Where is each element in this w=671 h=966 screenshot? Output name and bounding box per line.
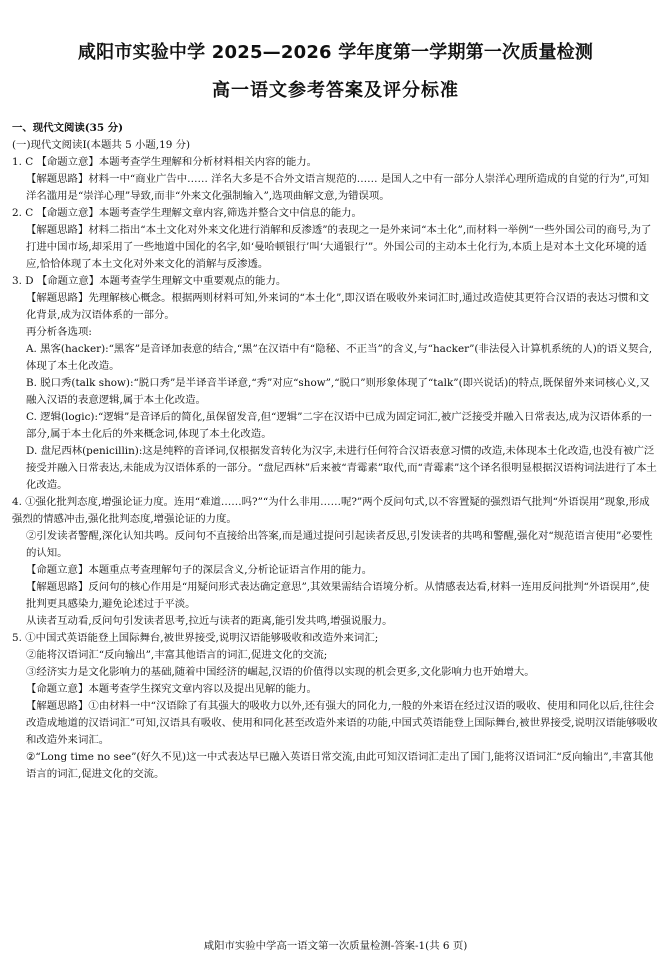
q4-point-1: 4. ①强化批判态度,增强论证力度。连用“难道……吗?”“为什么非用……呢?”两个反问句式,以不容置疑的强烈语气批判“外语误用”现象,形成强烈的情感冲击,强化批判态度,增强论证的力度。: [12, 496, 650, 525]
q5-point-1: 5. ①中国式英语能登上国际舞台,被世界接受,说明汉语能够吸收和改造外来词汇;: [12, 632, 379, 644]
q1-analysis: 【解题思路】材料一中“商业广告中…… 洋名大多是不合外文语言规范的…… 是国人之中有一部分人崇洋心理所造成的自觉的行为”,可知洋名滥用是“崇洋心理”导致,而非“外来文化强制输入”,选项曲解文意,为错误项。: [26, 173, 650, 202]
q3-option-d: D. 盘尼西林(penicillin):这是纯粹的音译词,仅根据发音转化为汉字,未进行任何符合汉语表意习惯的改造,未体现本土化改造,也没有被广泛接受并融入日常表达,未能成为汉语体系的一部分。“盘尼西林”后来被“青霉素”取代,而“青霉素”这个译名很明显根据汉语构词法进行了本土化改造。: [26, 445, 657, 491]
q4-intent: 【命题立意】本题重点考查理解句子的深层含义,分析论证语言作用的能力。: [26, 564, 373, 576]
exam-title: 咸阳市实验中学 2025—2026 学年度第一学期第一次质量检测: [77, 42, 594, 63]
q5-analysis-1: 【解题思路】①由材料一中“汉语除了有其强大的吸收力以外,还有强大的同化力,一般的外来语在经过汉语的吸收、使用和同化以后,往往会改造成地道的汉语词汇”可知,汉语具有吸收、使用和同化甚至改造外来语的功能,中国式英语能登上国际舞台,被世界接受,说明汉语能够吸收和改造外来词汇。: [26, 700, 658, 746]
q3-options-intro: 再分析各选项:: [26, 326, 92, 338]
section-heading: 一、现代文阅读(35 分): [12, 122, 124, 134]
page-footer: 咸阳市实验中学高一语文第一次质量检测-答案-1(共 6 页): [203, 940, 468, 952]
q5-analysis-2: ②“Long time no see”(好久不见)这一中式表达早已融入英语日常交流,由此可知汉语词汇走出了国门,能将汉语词汇“反向输出”,丰富其他语言的词汇,促进文化的交流。: [26, 751, 654, 780]
q3-analysis: 【解题思路】先理解核心概念。根据两则材料可知,外来词的“本土化”,即汉语在吸收外来词汇时,通过改造使其更符合汉语的表达习惯和文化背景,成为汉语体系的一部分。: [26, 292, 650, 321]
q5-intent: 【命题立意】本题考查学生探究文章内容以及提出见解的能力。: [26, 683, 317, 695]
q2-analysis: 【解题思路】材料二指出“本土文化对外来文化进行消解和反渗透”的表现之一是外来词“本土化”,而材料一举例“一些外国公司的商号,为了打进中国市场,却采用了一些地道中国化的名字,如‘曼哈顿银行’叫‘大通银行’”。外国公司的主动本土化行为,本质上是对本土文化环境的适应,恰恰体现了本土文化对外来文化的消解与反渗透。: [26, 224, 652, 270]
answer-key-title: 高一语文参考答案及评分标准: [212, 80, 459, 101]
q1-answer: 1. C 【命题立意】本题考查学生理解和分析材料相关内容的能力。: [12, 156, 318, 168]
q3-option-c: C. 逻辑(logic):“逻辑”是音译后的简化,虽保留发音,但“逻辑”二字在汉语中已成为固定词汇,被广泛接受并融入日常表达,成为汉语体系的一部分,属于本土化后的外来概念词,体现了本土化改造。: [26, 411, 652, 440]
q5-point-2: ②能将汉语词汇“反向输出”,丰富其他语言的词汇,促进文化的交流;: [26, 649, 328, 661]
q3-answer: 3. D 【命题立意】本题考查学生理解文中重要观点的能力。: [12, 275, 287, 287]
q3-option-a: A. 黑客(hacker):“黑客”是音译加表意的结合,“黑”在汉语中有“隐秘、不正当”的含义,与“hacker”(非法侵入计算机系统的人)的语义契合,体现了本土化改造。: [26, 343, 653, 372]
q4-analysis-2: 从读者互动看,反问句引发读者思考,拉近与读者的距离,能引发共鸣,增强说服力。: [26, 615, 393, 627]
q2-answer: 2. C 【命题立意】本题考查学生理解文章内容,筛选并整合文中信息的能力。: [12, 207, 362, 219]
q3-option-b: B. 脱口秀(talk show):“脱口秀”是半译音半译意,“秀”对应“show”,“脱口”则形象体现了“talk”(即兴说话)的特点,既保留外来词核心义,又融入汉语的表意逻辑,属于本土化改造。: [26, 377, 650, 406]
subsection-heading: (一)现代文阅读Ⅰ(本题共 5 小题,19 分): [12, 139, 191, 151]
q4-analysis: 【解题思路】反问句的核心作用是“用疑问形式表达确定意思”,其效果需结合语境分析。从情感表达看,材料一连用反问批判“外语误用”,使批判更具感染力,避免论述过于平淡。: [26, 581, 650, 610]
q4-point-2: ②引发读者警醒,深化认知共鸣。反问句不直接给出答案,而是通过提问引起读者反思,引发读者的共鸣和警醒,强化对“规范语言使用”必要性的认知。: [26, 530, 653, 559]
q5-point-3: ③经济实力是文化影响力的基础,随着中国经济的崛起,汉语的价值得以实现的机会更多,文化影响力也开始增大。: [26, 666, 535, 678]
